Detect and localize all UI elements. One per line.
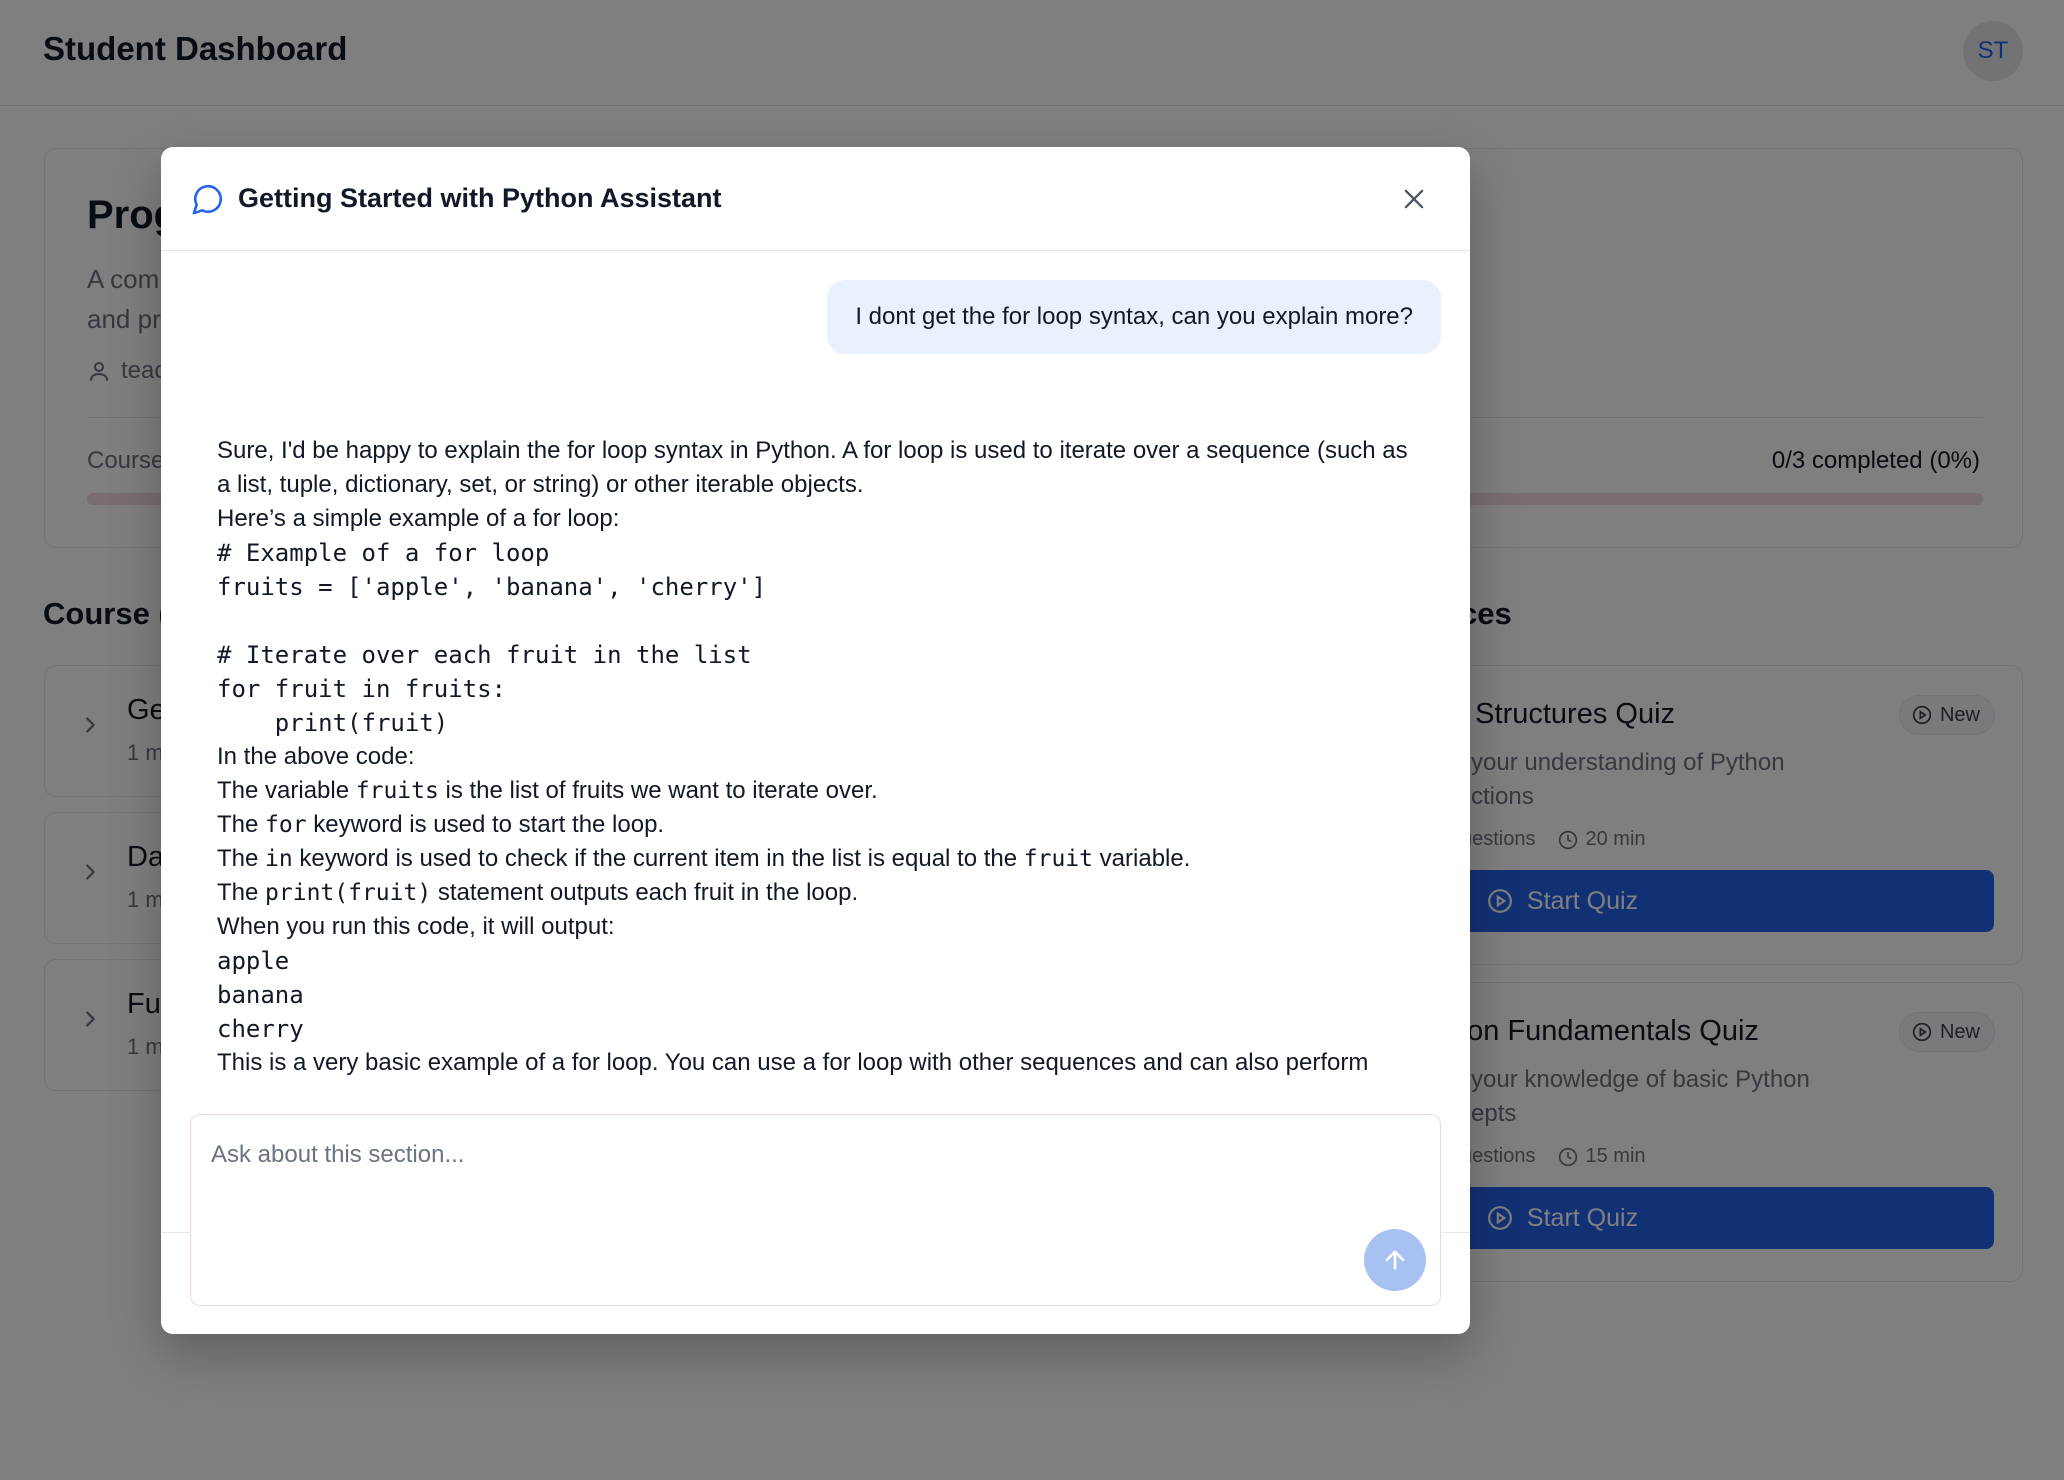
text: is the list of fruits we want to iterate over.: [438, 777, 878, 804]
chat-input[interactable]: [211, 1135, 1361, 1175]
assistant-intro: Sure, I'd be happy to explain the for loop syntax in Python. A for loop is used to iterate over a sequence (such as a list, tuple, dictionary, set, or string) or other iterable objects.: [217, 437, 1408, 498]
text: statement outputs each fruit in the loop.: [431, 879, 859, 906]
text: The: [217, 879, 266, 906]
modal-header: [161, 147, 1470, 251]
close-button[interactable]: [1398, 183, 1430, 215]
code-block: # Example of a for loop fruits = ['apple', 'banana', 'cherry'] # Iterate over each fruit in the list for fruit in fruits: print(fruit): [217, 539, 767, 737]
assistant-run-lead: When you run this code, it will output:: [217, 913, 615, 940]
text: The: [217, 845, 266, 872]
explanation-line: [217, 774, 1417, 808]
chat-input-box[interactable]: [190, 1114, 1441, 1306]
text: variable.: [1093, 845, 1191, 872]
text: The variable: [217, 777, 356, 804]
chat-messages[interactable]: [161, 252, 1470, 1232]
text: keyword is used to start the loop.: [306, 811, 665, 838]
modal-title: Getting Started with Python Assistant: [238, 183, 722, 213]
inline-code: for: [265, 812, 307, 838]
send-button[interactable]: [1364, 1229, 1426, 1291]
inline-code: in: [265, 846, 293, 872]
text: The: [217, 811, 266, 838]
output-block: apple banana cherry: [217, 947, 304, 1043]
text: keyword is used to check if the current item in the list is equal to the: [292, 845, 1024, 872]
arrow-up-icon: [1381, 1246, 1409, 1274]
close-icon: [1400, 185, 1428, 213]
assistant-example-lead: Here’s a simple example of a for loop:: [217, 505, 620, 532]
inline-code: print(fruit): [265, 880, 432, 906]
inline-code: fruits: [355, 778, 439, 804]
user-message: I dont get the for loop syntax, can you explain more?: [827, 280, 1441, 354]
assistant-message: [217, 434, 1417, 1080]
message-circle-icon: [191, 182, 225, 216]
explanation-line: [217, 842, 1417, 876]
assistant-above-code: In the above code:: [217, 743, 415, 770]
inline-code: fruit: [1023, 846, 1093, 872]
explanation-line: [217, 808, 1417, 842]
assistant-closing: This is a very basic example of a for loop. You can use a for loop with other sequences and can also perform: [217, 1049, 1369, 1076]
explanation-line: [217, 876, 1417, 910]
